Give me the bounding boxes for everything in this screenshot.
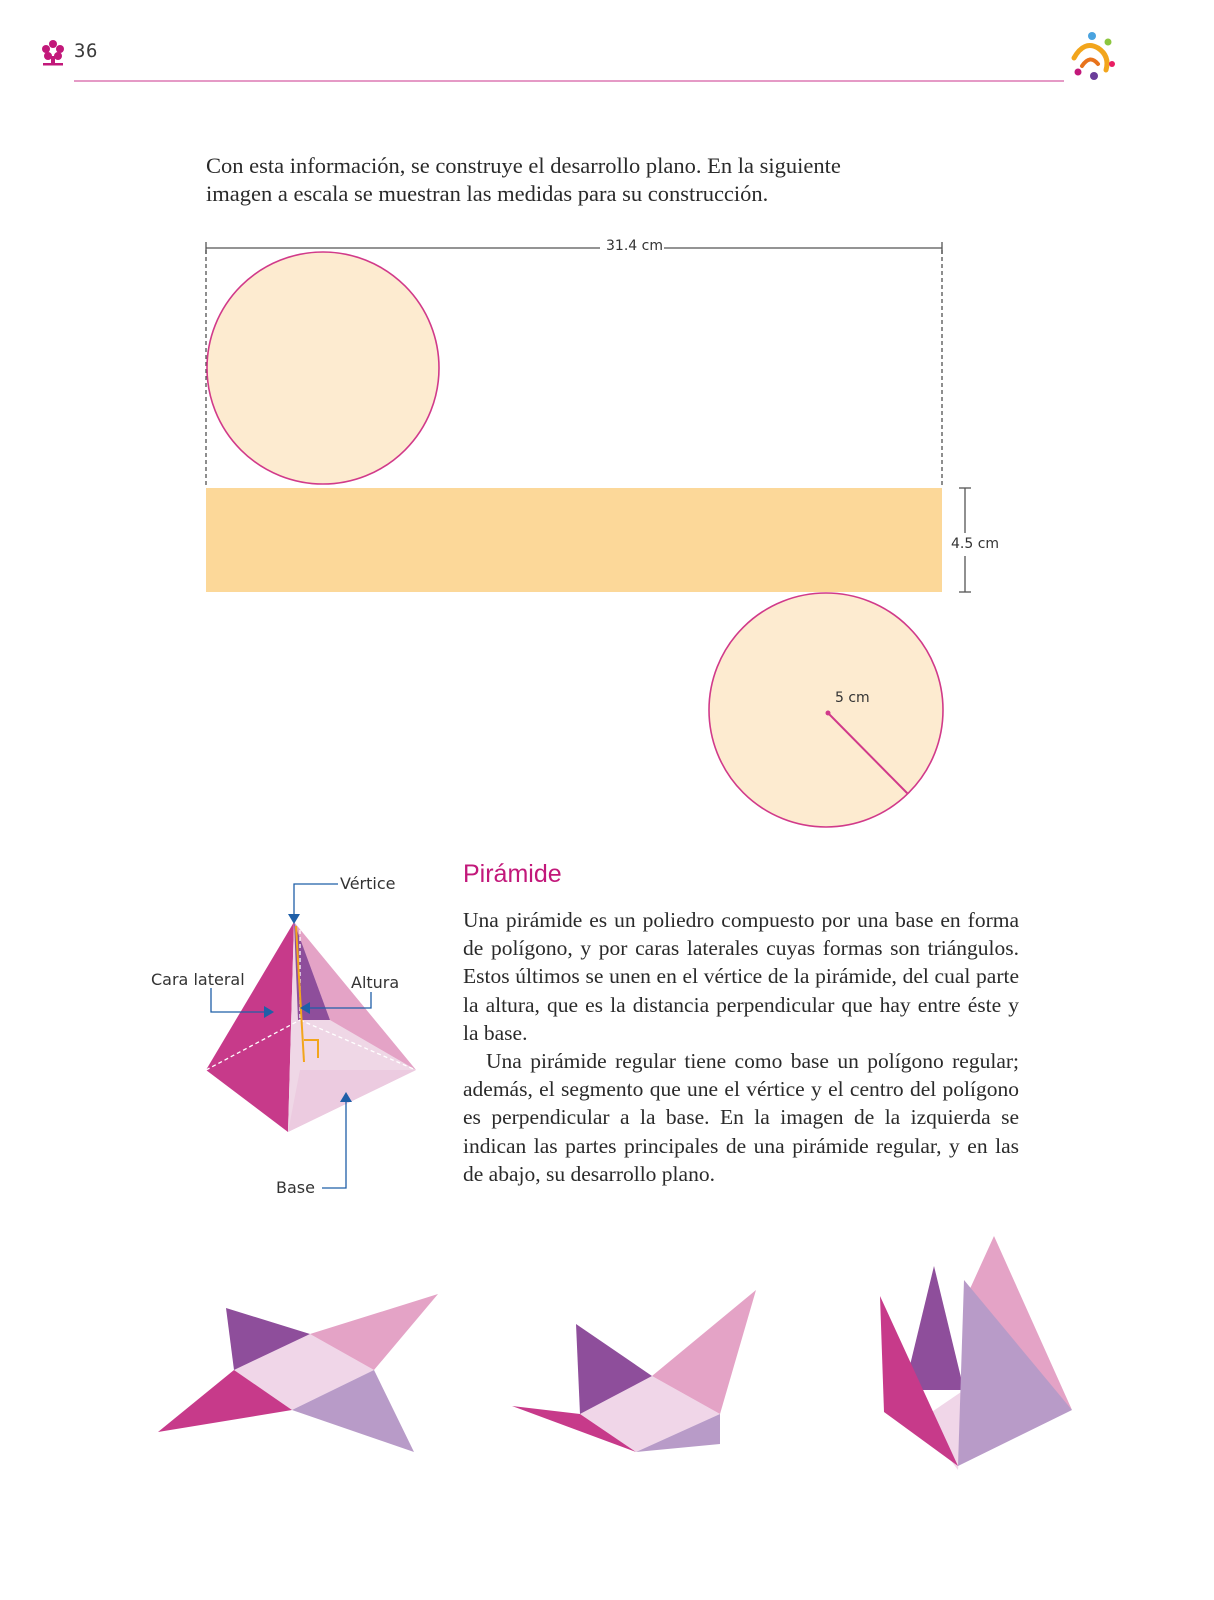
pyramid-net-partly-folded	[512, 1290, 756, 1452]
height-label: 4.5 cm	[951, 536, 1000, 552]
section-title: Pirámide	[463, 860, 562, 888]
width-label: 31.4 cm	[606, 238, 663, 254]
pyramid-net-flat	[158, 1294, 438, 1452]
intro-paragraph: Con esta información, se construye el desarrollo plano. En la siguiente imagen a escala se muestran las medidas para su construcción.	[206, 153, 841, 206]
vertex-label: Vértice	[340, 874, 396, 893]
base-label: Base	[276, 1178, 315, 1197]
lateral-face-label: Cara lateral	[151, 970, 245, 989]
radius-label: 5 cm	[835, 690, 870, 706]
paragraph-1: Una pirámide es un poliedro compuesto por una base en forma de polígono, y por caras laterales cuyas formas son triángulos. Estos últimos se unen en el vértice de la pirámide, del cual parte la altura, que es la distancia perpendicular que hay entre éste y la base.	[463, 908, 1019, 1045]
paragraph-2: Una pirámide regular tiene como base un polígono regular; además, el segmento que une el vértice y el centro del polígono es perpendicular a la base. En la imagen de la izquierda se indican las partes principales de una pirámide regular, y en las de abajo, su desarrollo plano.	[463, 1049, 1019, 1186]
pyramid-net-nearly-closed	[880, 1236, 1072, 1470]
page-number: 36	[74, 40, 98, 62]
pyramid-height-label: Altura	[351, 973, 400, 992]
